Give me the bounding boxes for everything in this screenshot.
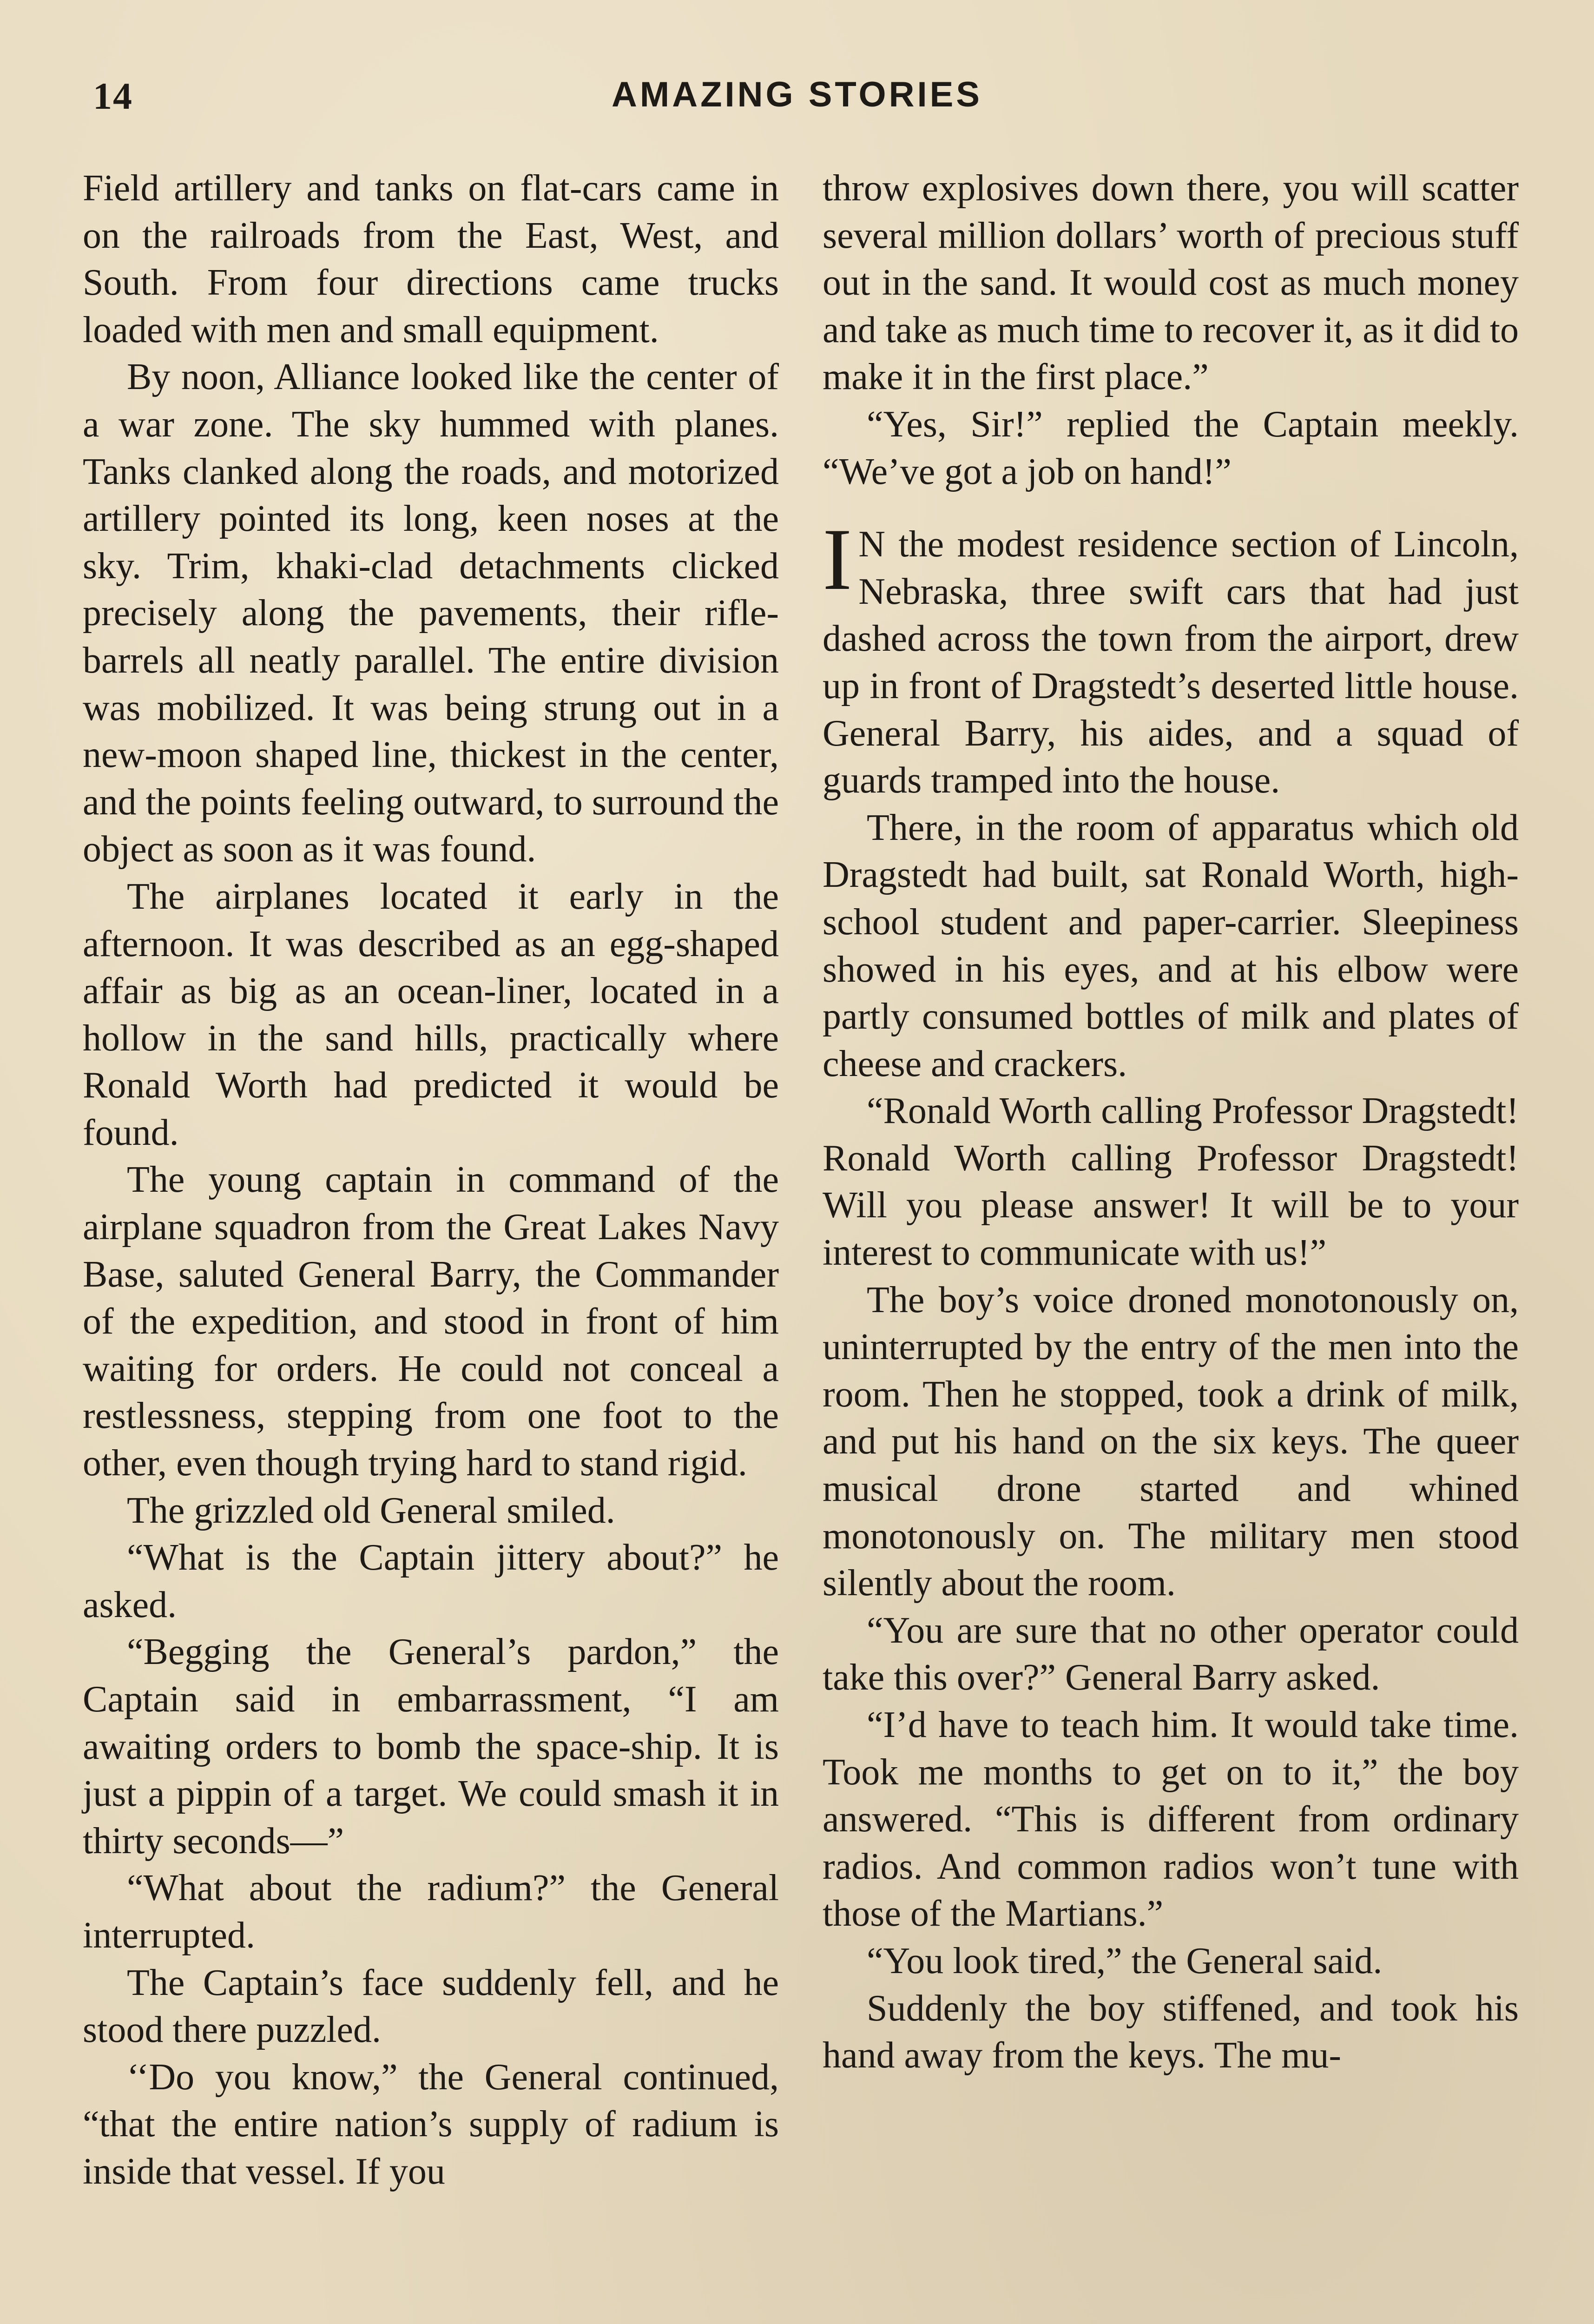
drop-cap: I [823,511,852,609]
paragraph: “What is the Captain jittery about?” he asked. [83,1537,779,1625]
right-column [823,165,1519,2080]
left-column [83,165,779,2196]
section-opening-text: N the modest residence section of Lincoln, Nebraska, three swift cars that had just dashed across the town from the airport, drew up in front of Dragstedt’s deserted little house. General Barry, his aides, and a squad of guards tramped into the house. [823,524,1519,801]
paragraph: Suddenly the boy stiffened, and took his hand away from the keys. The mu- [823,1987,1519,2076]
paragraph: The Captain’s face suddenly fell, and he stood there puzzled. [83,1962,779,2051]
paragraph: The grizzled old General smiled. [127,1490,615,1531]
paragraph: The boy’s voice droned monotonously on, uninterrupted by the entry of the men into the room. Then he stopped, took a drink of milk, and put his hand on the six keys. The queer musical drone started and whined monotonously on. The military men stood silently about the room. [823,1279,1519,1604]
paragraph: “I’d have to teach him. It would take time. Took me months to get on to it,” the boy answered. “This is different from ordinary radios. And common radios won’t tune with those of the Martians.” [823,1704,1519,1934]
paragraph: “You look tired,” the General said. [867,1940,1383,1981]
paragraph: “Begging the General’s pardon,” the Captain said in embarrassment, “I am awaiting orders to bomb the space-ship. It is just a pippin of a target. We could smash it in thirty seconds—” [83,1631,779,1862]
paragraph: The airplanes located it early in the afternoon. It was described as an egg-shaped affair as big as an ocean-liner, located in a hollow in the sand hills, practically where Ronald Worth had predicted it would be found. [83,876,779,1153]
paragraph: ‘‘Do you know,” the General continued, “that the entire nation’s supply of radium is inside that vessel. If you [83,2056,779,2192]
paragraph: “What about the radium?” the General interrupted. [83,1868,779,1956]
paragraph: The young captain in command of the airplane squadron from the Great Lakes Navy Base, saluted General Barry, the Commander of the expedition, and stood in front of him waiting for orders. He could not conceal a restlessness, stepping from one foot to the other, even though trying hard to stand rigid. [83,1159,779,1484]
paragraph: “You are sure that no other operator could take this over?” General Barry asked. [823,1610,1519,1698]
paragraph: Field artillery and tanks on flat-cars came in on the railroads from the East, West, and South. From four directions came trucks loaded with men and small equipment. [83,168,779,350]
running-head: AMAZING STORIES [612,75,982,114]
paragraph: “Yes, Sir!” replied the Captain meekly. “We’ve got a job on hand!” [823,403,1519,492]
paragraph: throw explosives down there, you will scatter several million dollars’ worth of precious stuff out in the sand. It would cost as much money and take as much time to recover it, as it did to make it in the first place.” [823,168,1519,398]
paragraph: By noon, Alliance looked like the center of a war zone. The sky hummed with planes. Tanks clanked along the roads, and motorized artillery pointed its long, keen noses at the sky. Trim, khaki-clad detachments clicked precisely along the pavements, their rifle-barrels all neatly parallel. The entire division was mobilized. It was being strung out in a new-moon shaped line, thickest in the center, and the points feeling outward, to surround the object as soon as it was found. [83,357,779,870]
section-opening-paragraph [823,511,1519,805]
paragraph: “Ronald Worth calling Professor Dragstedt! Ronald Worth calling Professor Dragstedt! Will you please answer! It will be to your interest to communicate with us!” [823,1090,1519,1274]
page-number: 14 [93,75,133,117]
paragraph: There, in the room of apparatus which old Dragstedt had built, sat Ronald Worth, high-school student and paper-carrier. Sleepiness showed in his eyes, and at his elbow were partly consumed bottles of milk and plates of cheese and crackers. [823,807,1519,1084]
